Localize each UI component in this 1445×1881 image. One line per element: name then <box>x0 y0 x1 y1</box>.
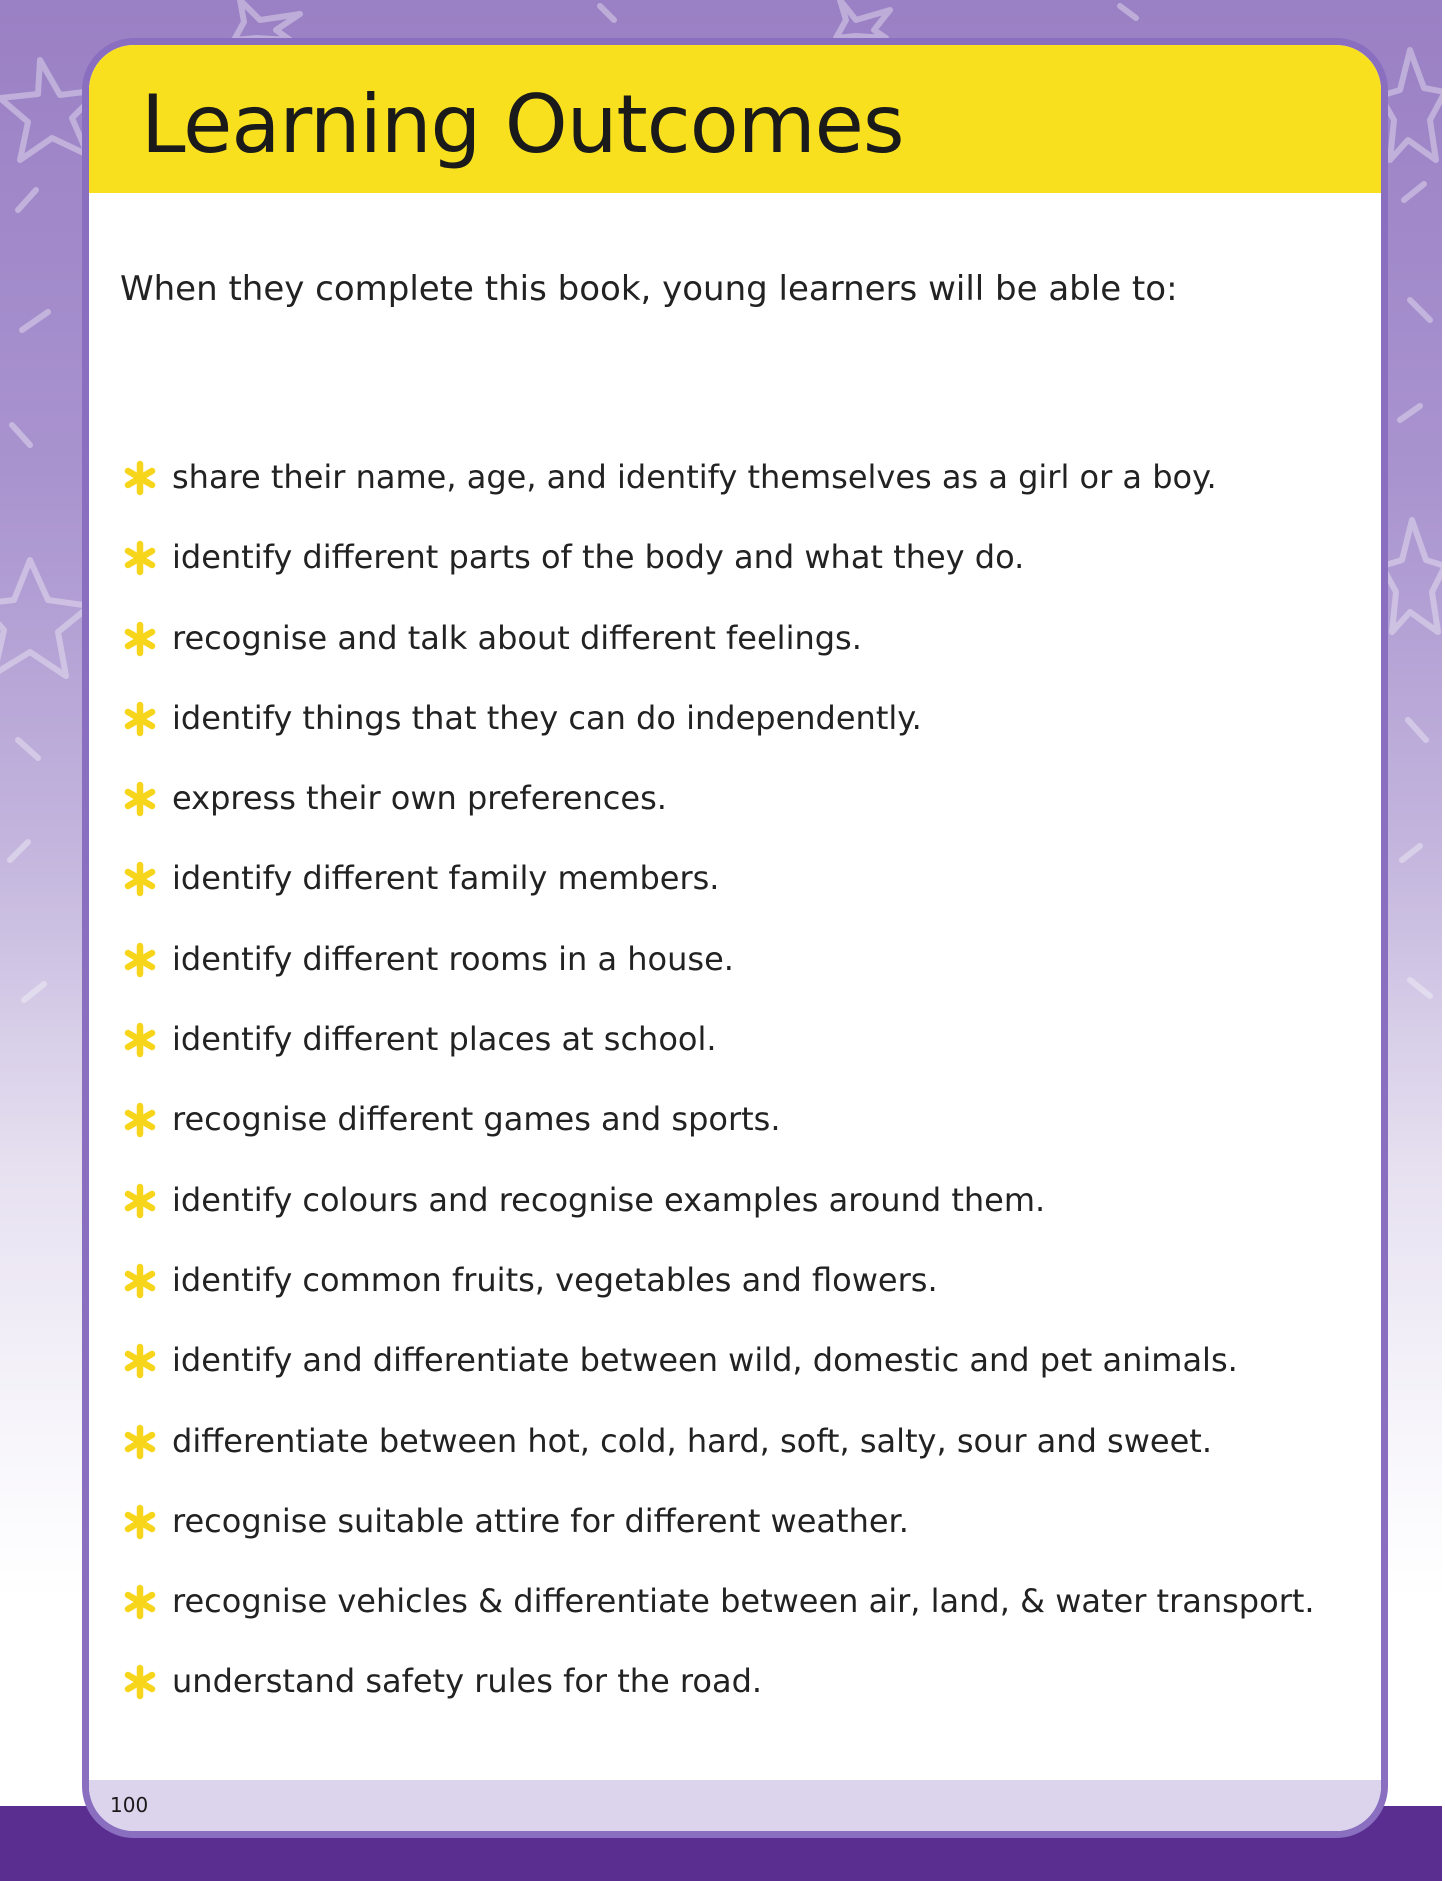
asterisk-icon <box>120 1422 160 1462</box>
confetti-dash <box>1402 846 1420 860</box>
confetti-dash <box>1410 980 1430 996</box>
list-item <box>120 1659 1315 1739</box>
list-item <box>120 1338 1315 1418</box>
intro-text: When they complete this book, young learners will be able to: <box>120 269 1178 309</box>
learning-outcomes-card <box>82 38 1388 1838</box>
confetti-dash <box>1120 6 1136 18</box>
asterisk-icon <box>120 1502 160 1542</box>
asterisk-icon <box>120 1020 160 1060</box>
asterisk-icon <box>120 1341 160 1381</box>
outcome-text: recognise vehicles & differentiate between air, land, & water transport. <box>172 1582 1315 1621</box>
asterisk-icon <box>120 859 160 899</box>
outcome-text: identify different places at school. <box>172 1020 717 1059</box>
asterisk-icon <box>120 779 160 819</box>
asterisk-icon <box>120 458 160 498</box>
list-item <box>120 1017 1315 1097</box>
star-outline-icon <box>234 0 300 40</box>
star-outline-icon <box>836 0 890 38</box>
confetti-dash <box>1408 720 1426 740</box>
list-item <box>120 535 1315 615</box>
confetti-dash <box>10 842 28 860</box>
confetti-dash <box>600 6 614 20</box>
outcome-text: recognise different games and sports. <box>172 1100 781 1139</box>
asterisk-icon <box>120 1100 160 1140</box>
outcome-text: recognise suitable attire for different weather. <box>172 1501 909 1540</box>
outcome-text: recognise and talk about different feelings. <box>172 618 862 657</box>
asterisk-icon <box>120 1261 160 1301</box>
asterisk-icon <box>120 1582 160 1622</box>
asterisk-icon <box>120 940 160 980</box>
list-item <box>120 1097 1315 1177</box>
outcome-text: identify different parts of the body and what they do. <box>172 538 1025 577</box>
confetti-dash <box>1404 184 1424 200</box>
asterisk-icon <box>120 619 160 659</box>
outcome-text: identify and differentiate between wild, domestic and pet animals. <box>172 1341 1238 1380</box>
list-item <box>120 856 1315 936</box>
list-item <box>120 1258 1315 1338</box>
list-item <box>120 937 1315 1017</box>
star-outline-icon <box>1382 520 1445 632</box>
list-item <box>120 1579 1315 1659</box>
outcome-text: identify different rooms in a house. <box>172 939 734 978</box>
page-number: 100 <box>110 1793 149 1817</box>
outcome-text: differentiate between hot, cold, hard, soft, salty, sour and sweet. <box>172 1421 1212 1460</box>
list-item <box>120 1178 1315 1258</box>
confetti-dash <box>24 984 44 1000</box>
asterisk-icon <box>120 1662 160 1702</box>
list-item <box>120 455 1315 535</box>
asterisk-icon <box>120 699 160 739</box>
confetti-dash <box>18 740 38 758</box>
confetti-dash <box>1410 300 1430 320</box>
title-banner <box>89 45 1381 193</box>
list-item <box>120 696 1315 776</box>
confetti-dash <box>18 190 36 210</box>
outcome-text: identify colours and recognise examples around them. <box>172 1180 1046 1219</box>
outcome-text: understand safety rules for the road. <box>172 1662 763 1701</box>
confetti-dash <box>1400 406 1420 420</box>
list-item <box>120 776 1315 856</box>
outcome-text: identify different family members. <box>172 859 720 898</box>
star-outline-icon <box>1380 50 1445 160</box>
outcomes-list <box>120 455 1315 1740</box>
asterisk-icon <box>120 538 160 578</box>
page-footer <box>89 1780 1381 1831</box>
confetti-dash <box>12 425 30 445</box>
confetti-dash <box>22 312 48 330</box>
list-item <box>120 1419 1315 1499</box>
asterisk-icon <box>120 1181 160 1221</box>
outcome-text: identify common fruits, vegetables and flowers. <box>172 1260 938 1299</box>
list-item <box>120 1499 1315 1579</box>
list-item <box>120 616 1315 696</box>
outcome-text: identify things that they can do independently. <box>172 698 922 737</box>
outcome-text: share their name, age, and identify themselves as a girl or a boy. <box>172 458 1217 496</box>
outcome-text: express their own preferences. <box>172 779 667 818</box>
star-outline-icon <box>0 560 90 676</box>
page-title: Learning Outcomes <box>141 78 904 171</box>
